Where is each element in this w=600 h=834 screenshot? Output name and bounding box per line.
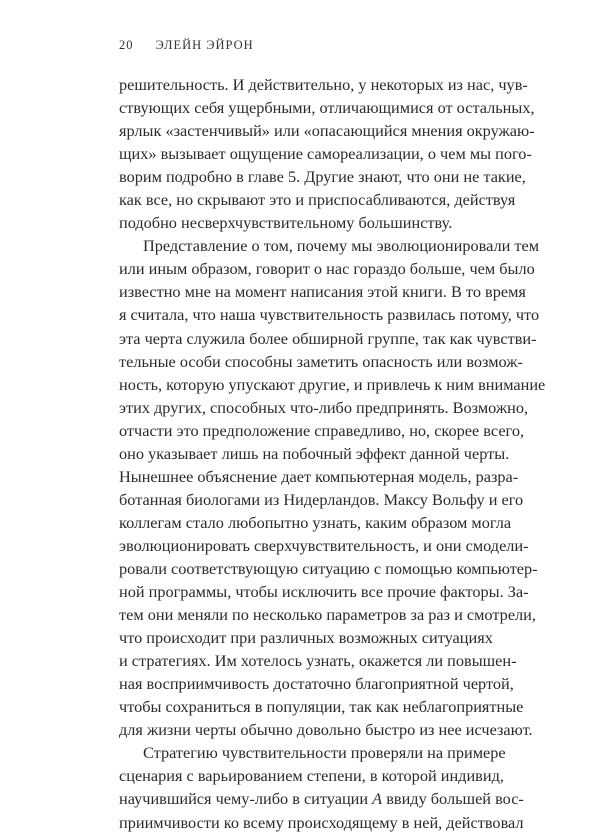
text-line: коллегам стало любопытно узнать, каким образом могла [119, 512, 512, 532]
text-line: и стратегиях. Им хотелось узнать, окажется ли повышен- [119, 651, 517, 671]
text-line: эта черта служила более обширной группе, так как чувстви- [119, 328, 537, 348]
running-header [119, 38, 254, 53]
text-line: эволюционировать сверхчувствительность, и они смодели- [119, 535, 529, 555]
text-line: щих» вызывает ощущение самореализации, о чем мы пого- [119, 144, 532, 164]
text-line: Нынешнее объяснение дает компьютерная модель, разра- [119, 466, 519, 486]
text-line: Стратегию чувствительности проверяли на примере [143, 743, 506, 763]
text-line: решительность. И действительно, у некоторых из нас, чув- [119, 75, 528, 94]
page-number: 20 [119, 38, 134, 52]
text-line: тельные особи способны заметить опасность или возмож- [119, 351, 523, 371]
text-line: ная восприимчивость достаточно благоприятной чертой, [119, 674, 514, 694]
text-run: ввиду большей вос- [382, 789, 524, 809]
text-line: подобно несверхчувствительному большинству. [119, 213, 453, 233]
text-line: ность, которую упускают другие, и привлечь к ним внимание [119, 374, 546, 394]
text-run: научившийся чему-либо в ситуации [119, 789, 369, 809]
running-title: ЭЛЕЙН ЭЙРОН [155, 38, 254, 52]
text-line: что происходит при различных возможных ситуациях [119, 628, 493, 648]
text-line: сценария с варьированием степени, в которой индивид, [119, 766, 504, 786]
body-text [119, 73, 546, 834]
text-line: как все, но скрывают это и приспосабливаются, действуя [119, 190, 516, 210]
text-line: ровали соответствующую ситуацию с помощью компьютер- [119, 558, 538, 578]
text-line: ствующих себя ущербными, отличающимися от остальных, [119, 98, 535, 118]
text-line [119, 787, 524, 810]
text-line: ной программы, чтобы исключить все прочие факторы. За- [119, 582, 529, 602]
text-line: ярлык «застенчивый» или «опасающийся мнения окружаю- [119, 121, 535, 141]
text-line: приимчивости ко всему происходящему в ней, действовал [119, 812, 524, 832]
text-line: ботанная биологами из Нидерландов. Максу Вольфу и его [119, 489, 524, 509]
text-line: чтобы сохраниться в популяции, так как неблагоприятные [119, 697, 524, 717]
text-line: или иным образом, говорит о нас гораздо больше, чем было [119, 259, 535, 279]
text-line: известно мне на момент написания этой книги. В то время [119, 282, 526, 302]
text-line: я считала, что наша чувствительность развилась потому, что [119, 305, 540, 325]
text-line: этих других, способных что-либо предпринять. Возможно, [119, 397, 529, 417]
italic-letter: А [372, 789, 383, 809]
text-line: для жизни черты обычно довольно быстро из нее исчезают. [119, 720, 533, 740]
text-line: отчасти это предположение справедливо, но, скорее всего, [119, 420, 525, 440]
text-line: Представление о том, почему мы эволюционировали тем [143, 236, 540, 256]
text-line: тем они меняли по несколько параметров за раз и смотрели, [119, 605, 536, 625]
text-line: ворим подробно в главе 5. Другие знают, что они не такие, [119, 167, 526, 187]
text-line: оно указывает лишь на побочный эффект данной черты. [119, 443, 510, 463]
